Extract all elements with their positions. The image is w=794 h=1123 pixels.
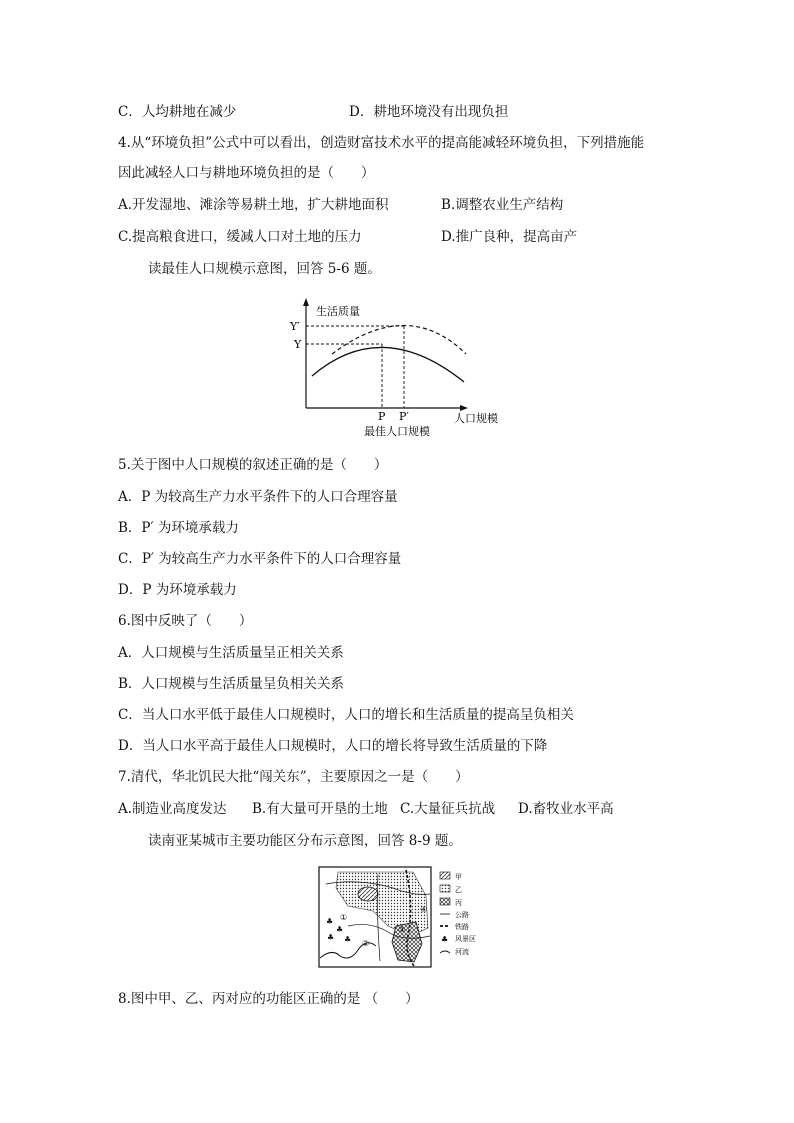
q4-option-b: B.调整农业生产结构 — [441, 197, 564, 213]
svg-text:♣: ♣ — [441, 935, 449, 944]
q4-option-c: C.提高粮食进口，缓减人口对土地的压力 — [118, 229, 362, 245]
q6-option-b: B．人口规模与生活质量呈负相关关系 — [118, 676, 344, 692]
intro-8-9: 读南亚某城市主要功能区分布示意图，回答 8-9 题。 — [148, 833, 462, 849]
q3-option-d: D．耕地环境没有出现负担 — [349, 104, 509, 120]
q4-stem-line2: 因此减轻人口与耕地环境负担的是（ ） — [118, 165, 375, 181]
svg-text:♣: ♣ — [327, 933, 335, 942]
q7-option-d: D.畜牧业水平高 — [518, 801, 614, 817]
q7-stem: 7.清代，华北饥民大批“闯关东”，主要原因之一是（ ） — [118, 769, 469, 785]
q7-option-b: B.有大量可开垦的土地 — [252, 801, 388, 817]
legend-jia: 甲 — [455, 873, 462, 881]
marker-4: ④ — [420, 905, 428, 914]
q8-stem: 8.图中甲、乙、丙对应的功能区正确的是 （ ） — [118, 991, 419, 1007]
map-legend — [440, 872, 476, 956]
svg-text:♣: ♣ — [336, 925, 344, 934]
q5-option-c: C．P′ 为较高生产力水平条件下的人口合理容量 — [118, 551, 402, 567]
q7-option-a: A.制造业高度发达 — [118, 801, 227, 817]
legend-yi: 乙 — [455, 886, 462, 894]
q3-option-c: C．人均耕地在减少 — [118, 104, 237, 120]
legend-road: 公路 — [455, 911, 469, 919]
y-axis-label: 生活质量 — [316, 305, 360, 318]
legend-scenic: 风景区 — [455, 935, 476, 943]
marker-3: ③ — [398, 925, 406, 934]
q6-option-c: C．当人口水平低于最佳人口规模时，人口的增长和生活质量的提高呈负相关 — [118, 707, 574, 723]
legend-river: 河流 — [455, 948, 469, 956]
q7-option-c: C.大量征兵抗战 — [400, 801, 496, 817]
figure1-caption: 最佳人口规模 — [364, 425, 430, 438]
q4-stem-line1: 4.从“环境负担”公式中可以看出，创造财富技术水平的提高能减轻环境负担，下列措施能 — [118, 135, 645, 151]
x-tick-p-prime: P′ — [399, 410, 409, 423]
figure-city-zones — [318, 866, 480, 974]
x-tick-p: P — [378, 410, 386, 423]
q4-option-d: D.推广良种，提高亩产 — [441, 229, 578, 245]
legend-railway: 铁路 — [455, 923, 469, 931]
x-axis-label: 人口规模 — [454, 412, 498, 425]
zone-jia — [358, 887, 378, 901]
q6-stem: 6.图中反映了（ ） — [118, 613, 253, 629]
svg-text:♣: ♣ — [344, 935, 352, 944]
q4-option-a: A.开发湿地、滩涂等易耕土地，扩大耕地面积 — [118, 197, 389, 213]
figure-optimum-population — [286, 296, 516, 446]
marker-1: ① — [340, 913, 348, 922]
intro-5-6: 读最佳人口规模示意图，回答 5-6 题。 — [148, 261, 381, 277]
marker-2: ② — [362, 939, 370, 948]
y-axis-arrow — [303, 298, 309, 306]
x-axis-arrow — [460, 405, 468, 411]
svg-text:♣: ♣ — [326, 917, 334, 926]
q6-option-d: D．当人口水平高于最佳人口规模时，人口的增长将导致生活质量的下降 — [118, 738, 548, 754]
q6-option-a: A．人口规模与生活质量呈正相关关系 — [118, 645, 344, 661]
q5-option-a: A．P 为较高生产力水平条件下的人口合理容量 — [118, 489, 398, 505]
q5-stem: 5.关于图中人口规模的叙述正确的是（ ） — [118, 457, 388, 473]
q5-option-d: D．P 为环境承载力 — [118, 582, 237, 598]
y-tick-y: Y — [294, 338, 302, 351]
q5-option-b: B．P′ 为环境承载力 — [118, 520, 239, 536]
legend-bing: 丙 — [455, 899, 462, 907]
y-tick-y-prime: Y′ — [290, 320, 300, 333]
